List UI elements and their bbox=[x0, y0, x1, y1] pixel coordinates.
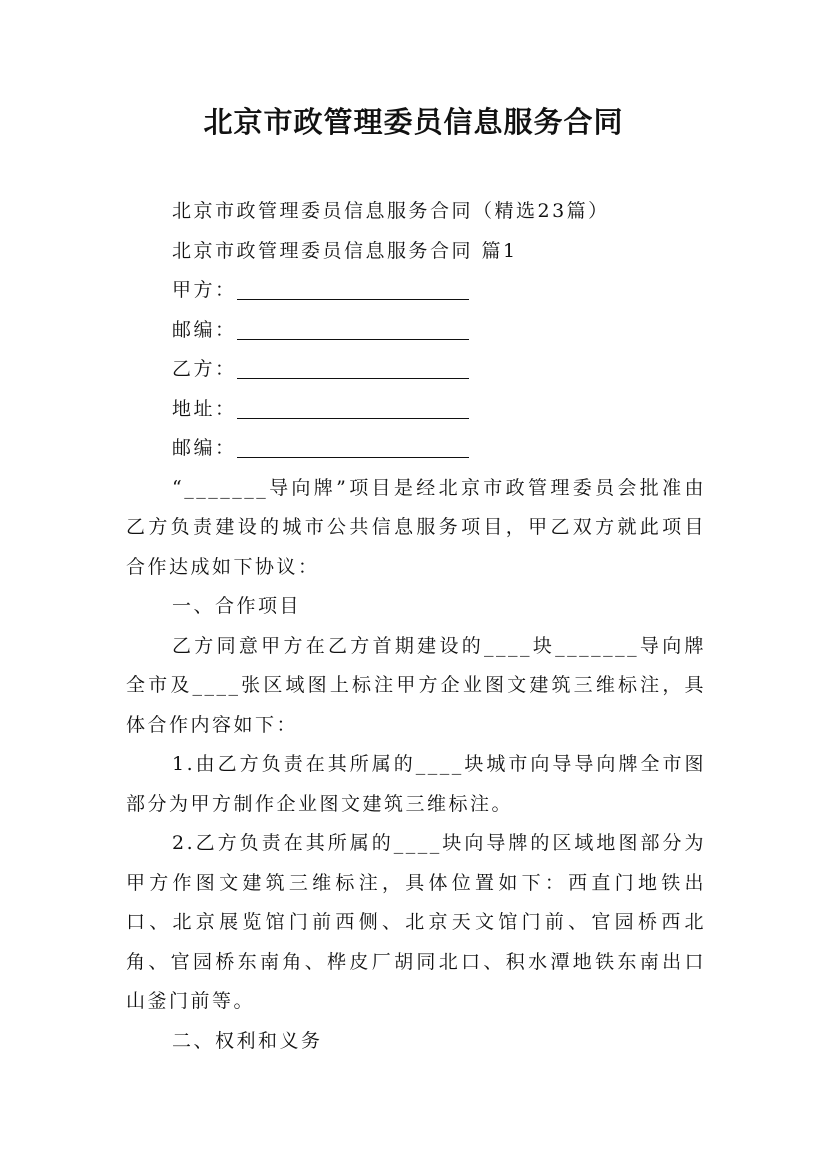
field-address bbox=[126, 390, 706, 430]
field-party-b bbox=[126, 350, 706, 390]
field-blank-line bbox=[237, 398, 469, 419]
document-body bbox=[126, 192, 706, 1061]
field-party-a bbox=[126, 271, 706, 311]
document-title: 北京市政管理委员信息服务合同 bbox=[203, 105, 624, 139]
field-postcode-b bbox=[126, 429, 706, 469]
cooperation-paragraph: 乙方同意甲方在乙方首期建设的____块_______导向牌全市及____张区域图上标注甲方企业图文建筑三维标注，具体合作内容如下： bbox=[126, 634, 706, 736]
list-item-1: 1.由乙方负责在其所属的____块城市向导导向牌全市图部分为甲方制作企业图文建筑三维标注。 bbox=[126, 753, 706, 815]
field-blank-line bbox=[237, 437, 469, 458]
heading-cooperation-project: 一、合作项目 bbox=[172, 595, 302, 617]
field-blank-line bbox=[237, 279, 469, 300]
field-postcode-a bbox=[126, 311, 706, 351]
field-label: 邮编： bbox=[172, 318, 237, 341]
field-blank-line bbox=[237, 319, 469, 340]
document-subtitle: 北京市政管理委员信息服务合同（精选23篇） bbox=[172, 200, 610, 222]
field-label: 地址： bbox=[172, 397, 237, 420]
field-label: 甲方： bbox=[172, 279, 237, 301]
section-header: 北京市政管理委员信息服务合同 篇1 bbox=[172, 239, 518, 262]
field-blank-line bbox=[237, 358, 469, 379]
heading-rights-obligations: 二、权利和义务 bbox=[172, 1029, 323, 1052]
list-item-2: 2.乙方负责在其所属的____块向导牌的区域地图部分为甲方作图文建筑三维标注，具体位置如下：西直门地铁出口、北京展览馆门前西侧、北京天文馆门前、官园桥西北角、官园桥东南角、桦皮厂胡同北口、积水潭地铁东南出口山釜门前等。 bbox=[126, 832, 706, 1012]
field-label: 乙方： bbox=[172, 358, 237, 380]
field-label: 邮编： bbox=[172, 437, 237, 459]
intro-paragraph: “_______导向牌”项目是经北京市政管理委员会批准由乙方负责建设的城市公共信息服务项目，甲乙双方就此项目合作达成如下协议： bbox=[126, 476, 706, 578]
